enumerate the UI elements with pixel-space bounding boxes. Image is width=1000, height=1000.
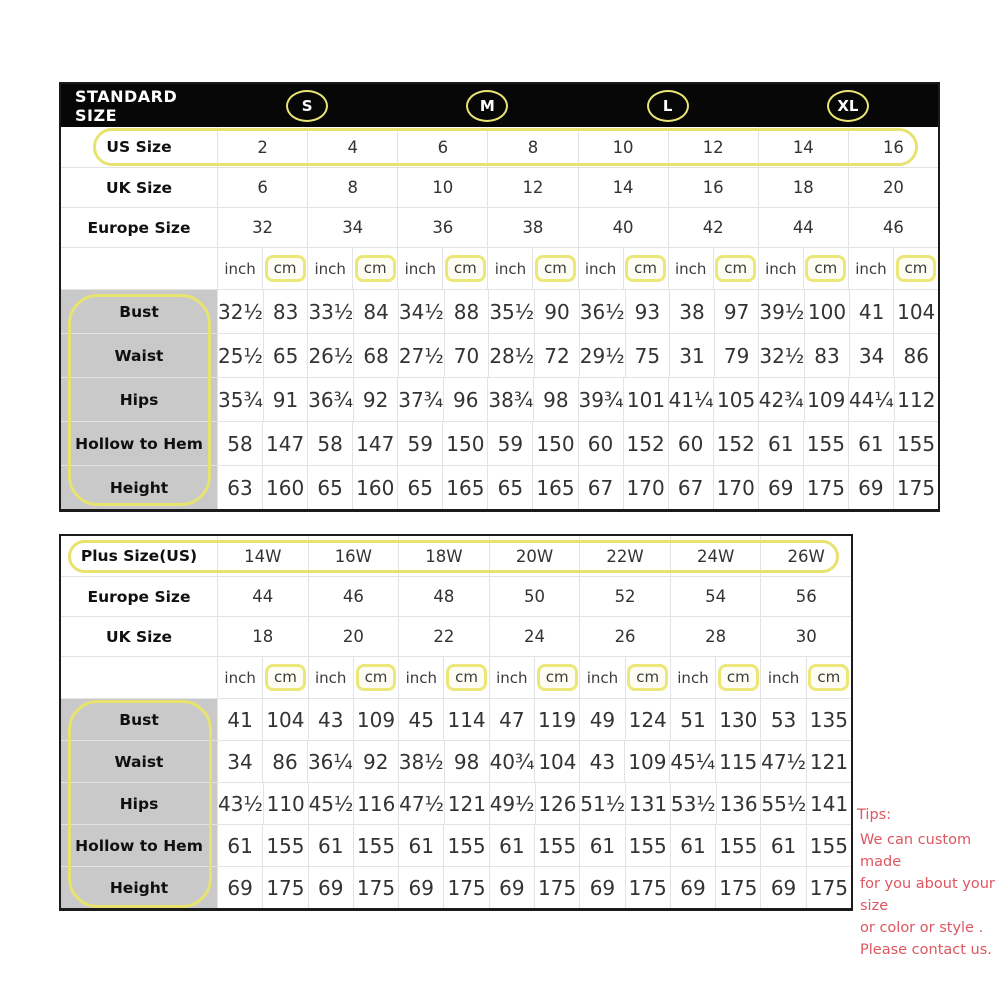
measure-value-cell: 175 (625, 867, 670, 908)
size-badge-s: S (286, 90, 328, 122)
size-value-cell: 16W (308, 536, 399, 576)
unit-cm-highlight: cm (715, 255, 756, 282)
measure-value-cell: 152 (623, 422, 668, 465)
unit-inch-label: inch (217, 657, 262, 698)
size-value-cell: 54 (670, 577, 761, 616)
unit-cm-highlight: cm (356, 664, 397, 691)
measure-value-cell: 25½ (217, 334, 263, 377)
measure-value-cell: 96 (443, 378, 487, 421)
measure-value-cell: 65 (397, 466, 442, 509)
measure-value-cell: 175 (534, 867, 579, 908)
measure-value-cell: 155 (353, 825, 398, 866)
measure-row (61, 740, 851, 782)
measure-value-cell: 175 (353, 867, 398, 908)
measure-value-cell: 60 (578, 422, 623, 465)
measure-value-cell: 47½ (760, 741, 806, 782)
unit-cm-highlight: cm (355, 255, 396, 282)
unit-cm-highlight: cm (718, 664, 759, 691)
measure-value-cell: 86 (262, 741, 307, 782)
measure-value-cell: 83 (804, 334, 849, 377)
unit-cm-highlight: cm (896, 255, 937, 282)
measure-row (61, 866, 851, 908)
row-label: Europe Size (87, 218, 191, 237)
measure-value-cell: 70 (444, 334, 489, 377)
measure-value-cell: 34 (849, 334, 894, 377)
measure-value-cell: 51 (670, 699, 715, 740)
unit-inch-label: inch (397, 248, 442, 289)
measure-value-cell: 53½ (670, 783, 716, 824)
measure-value-cell: 69 (398, 867, 443, 908)
size-value-cell: 26 (579, 617, 670, 656)
measure-value-cell: 175 (893, 466, 938, 509)
size-value-cell: 34 (307, 208, 397, 247)
row-label: UK Size (105, 627, 172, 646)
unit-cm-highlight: cm (537, 664, 578, 691)
measure-value-cell: 175 (803, 466, 848, 509)
measure-value-cell: 49½ (489, 783, 535, 824)
measure-value-cell: 36½ (579, 290, 625, 333)
measure-row (61, 782, 851, 824)
measure-value-cell: 170 (713, 466, 758, 509)
measure-value-cell: 60 (668, 422, 713, 465)
measure-value-cell: 36¼ (307, 741, 353, 782)
measure-value-cell: 26½ (307, 334, 353, 377)
size-value-cell: 36 (397, 208, 487, 247)
unit-cm-cell (623, 248, 668, 289)
measure-value-cell: 100 (804, 290, 849, 333)
measure-value-cell: 135 (806, 699, 851, 740)
measure-value-cell: 58 (307, 422, 352, 465)
size-value-cell: 40 (578, 208, 668, 247)
size-group-m (397, 90, 577, 122)
measure-value-cell: 47½ (398, 783, 444, 824)
measure-row (61, 698, 851, 740)
measure-value-cell: 84 (353, 290, 398, 333)
measure-value-cell: 147 (352, 422, 397, 465)
unit-cm-cell (442, 248, 487, 289)
measure-row (61, 333, 938, 377)
measure-value-cell: 124 (625, 699, 670, 740)
row-label: Height (61, 466, 217, 509)
unit-inch-label: inch (668, 248, 713, 289)
measure-value-cell: 170 (623, 466, 668, 509)
unit-row-label (61, 657, 217, 698)
row-label: Bust (61, 699, 217, 740)
unit-cm-cell (806, 657, 851, 698)
size-badge-m: M (466, 90, 508, 122)
unit-cm-highlight: cm (627, 664, 668, 691)
measure-value-cell: 38½ (398, 741, 444, 782)
size-row (61, 207, 938, 247)
measure-value-cell: 88 (444, 290, 489, 333)
measure-value-cell: 69 (217, 867, 262, 908)
measure-value-cell: 155 (803, 422, 848, 465)
measure-value-cell: 79 (714, 334, 759, 377)
measure-value-cell: 65 (487, 466, 532, 509)
unit-cm-cell (715, 657, 760, 698)
size-value-cell: 32 (217, 208, 307, 247)
measure-value-cell: 121 (444, 783, 489, 824)
row-label: Waist (61, 334, 217, 377)
measure-value-cell: 175 (443, 867, 488, 908)
measure-value-cell: 104 (893, 290, 938, 333)
measure-value-cell: 101 (623, 378, 667, 421)
measure-value-cell: 150 (532, 422, 577, 465)
row-label: Height (61, 867, 217, 908)
row-label: Hips (61, 783, 217, 824)
unit-cm-highlight: cm (625, 255, 666, 282)
size-value-cell: 56 (760, 577, 851, 616)
unit-cm-cell (262, 657, 307, 698)
standard-table-header (61, 84, 938, 127)
unit-cm-cell (713, 248, 758, 289)
unit-inch-label: inch (758, 248, 803, 289)
unit-inch-label: inch (760, 657, 805, 698)
plus-table-body (61, 536, 851, 908)
measure-value-cell: 61 (308, 825, 353, 866)
measure-value-cell: 147 (262, 422, 307, 465)
row-label: Hollow to Hem (61, 422, 217, 465)
measure-value-cell: 72 (534, 334, 579, 377)
unit-inch-label: inch (489, 657, 534, 698)
size-value-cell: 20 (848, 168, 938, 207)
row-label: Hollow to Hem (61, 825, 217, 866)
measure-value-cell: 69 (758, 466, 803, 509)
measure-value-cell: 67 (668, 466, 713, 509)
measure-value-cell: 69 (308, 867, 353, 908)
tips-line-1: We can custom made (860, 832, 972, 870)
size-value-cell: 50 (489, 577, 580, 616)
measure-value-cell: 121 (806, 741, 851, 782)
unit-cm-highlight: cm (445, 255, 486, 282)
unit-inch-label: inch (217, 248, 262, 289)
size-value-cell: 10 (578, 127, 668, 167)
row-label: Plus Size(US) (80, 547, 198, 565)
measure-value-cell: 109 (353, 699, 398, 740)
size-value-cell: 8 (487, 127, 577, 167)
unit-cm-cell (893, 248, 938, 289)
measure-value-cell: 61 (758, 422, 803, 465)
row-label: Bust (61, 290, 217, 333)
unit-inch-label: inch (398, 657, 443, 698)
measure-value-cell: 34 (217, 741, 262, 782)
measure-value-cell: 69 (848, 466, 893, 509)
size-group-s (217, 90, 397, 122)
measure-value-cell: 37¾ (397, 378, 443, 421)
measure-value-cell: 119 (534, 699, 579, 740)
measure-value-cell: 34½ (398, 290, 444, 333)
size-value-cell: 48 (398, 577, 489, 616)
unit-row (61, 656, 851, 698)
size-value-cell: 14 (578, 168, 668, 207)
size-value-cell: 18 (217, 617, 308, 656)
unit-row-label (61, 248, 217, 289)
size-value-cell: 16 (668, 168, 758, 207)
plus-size-table (59, 534, 853, 911)
size-value-cell: 26W (760, 536, 851, 576)
measure-value-cell: 42¾ (758, 378, 804, 421)
row-label: UK Size (105, 178, 172, 197)
measure-value-cell: 39½ (758, 290, 804, 333)
row-label: Europe Size (87, 587, 191, 606)
size-value-cell: 6 (217, 168, 307, 207)
size-value-cell: 6 (397, 127, 487, 167)
measure-value-cell: 55½ (760, 783, 806, 824)
row-label: Hips (61, 378, 217, 421)
size-row (61, 576, 851, 616)
row-label: US Size (106, 138, 172, 156)
unit-inch-label: inch (487, 248, 532, 289)
measure-value-cell: 61 (217, 825, 262, 866)
measure-value-cell: 160 (262, 466, 307, 509)
unit-cm-cell (532, 248, 577, 289)
unit-inch-label: inch (307, 248, 352, 289)
measure-value-cell: 155 (715, 825, 760, 866)
measure-value-cell: 75 (625, 334, 670, 377)
measure-value-cell: 152 (713, 422, 758, 465)
measure-value-cell: 155 (443, 825, 488, 866)
measure-value-cell: 86 (893, 334, 938, 377)
unit-cm-highlight: cm (265, 664, 306, 691)
measure-value-cell: 28½ (488, 334, 534, 377)
standard-table-title: STANDARD SIZE (75, 86, 178, 125)
size-value-cell: 18W (398, 536, 489, 576)
measure-value-cell: 47 (489, 699, 534, 740)
row-label: Waist (61, 741, 217, 782)
measure-value-cell: 105 (713, 378, 757, 421)
measure-value-cell: 92 (353, 378, 397, 421)
measure-row (61, 421, 938, 465)
measure-value-cell: 44¼ (848, 378, 894, 421)
unit-cm-cell (353, 657, 398, 698)
measure-value-cell: 98 (444, 741, 489, 782)
size-value-cell: 12 (668, 127, 758, 167)
measure-value-cell: 45 (398, 699, 443, 740)
unit-cm-highlight: cm (535, 255, 576, 282)
measure-value-cell: 109 (624, 741, 669, 782)
size-group-l (578, 90, 758, 122)
size-value-cell: 24 (489, 617, 580, 656)
measure-value-cell: 43 (579, 741, 624, 782)
standard-size-table (59, 82, 940, 512)
unit-inch-label: inch (670, 657, 715, 698)
measure-value-cell: 92 (353, 741, 398, 782)
measure-value-cell: 69 (579, 867, 624, 908)
unit-cm-highlight: cm (805, 255, 846, 282)
size-value-cell: 24W (670, 536, 761, 576)
measure-value-cell: 165 (442, 466, 487, 509)
unit-cm-cell (803, 248, 848, 289)
measure-value-cell: 32½ (217, 290, 263, 333)
measure-row (61, 824, 851, 866)
size-value-cell: 4 (307, 127, 397, 167)
measure-value-cell: 38¾ (487, 378, 533, 421)
measure-value-cell: 59 (487, 422, 532, 465)
measure-value-cell: 155 (534, 825, 579, 866)
measure-value-cell: 109 (804, 378, 848, 421)
size-value-cell: 28 (670, 617, 761, 656)
size-value-cell: 16 (848, 127, 938, 167)
tips-line-3: or color or style . (860, 920, 984, 936)
unit-cm-cell (443, 657, 488, 698)
measure-value-cell: 155 (893, 422, 938, 465)
measure-value-cell: 33½ (307, 290, 353, 333)
measure-value-cell: 41 (849, 290, 894, 333)
measure-value-cell: 35¾ (217, 378, 263, 421)
unit-cm-cell (352, 248, 397, 289)
size-row (61, 616, 851, 656)
measure-value-cell: 43½ (217, 783, 263, 824)
measure-value-cell: 51½ (579, 783, 625, 824)
measure-value-cell: 104 (262, 699, 307, 740)
measure-value-cell: 68 (353, 334, 398, 377)
tips-line-2: for you about your size (860, 876, 995, 914)
measure-value-cell: 112 (894, 378, 938, 421)
measure-value-cell: 83 (263, 290, 308, 333)
measure-value-cell: 43 (308, 699, 353, 740)
measure-value-cell: 136 (716, 783, 761, 824)
measure-value-cell: 141 (806, 783, 851, 824)
unit-cm-cell (262, 248, 307, 289)
measure-value-cell: 165 (532, 466, 577, 509)
size-value-cell: 10 (397, 168, 487, 207)
measure-value-cell: 126 (535, 783, 580, 824)
size-value-cell: 42 (668, 208, 758, 247)
measure-value-cell: 61 (848, 422, 893, 465)
measure-value-cell: 27½ (398, 334, 444, 377)
unit-inch-label: inch (579, 657, 624, 698)
unit-cm-highlight: cm (265, 255, 306, 282)
measure-value-cell: 91 (263, 378, 307, 421)
measure-value-cell: 155 (625, 825, 670, 866)
measure-value-cell: 115 (715, 741, 760, 782)
size-value-cell: 18 (758, 168, 848, 207)
measure-value-cell: 39¾ (578, 378, 624, 421)
size-row (61, 536, 851, 576)
measure-value-cell: 41¼ (668, 378, 714, 421)
measure-value-cell: 36¾ (307, 378, 353, 421)
standard-table-body (61, 127, 938, 509)
size-value-cell: 12 (487, 168, 577, 207)
tips-line-4: Please contact us. (860, 942, 992, 958)
unit-cm-cell (625, 657, 670, 698)
measure-value-cell: 41 (217, 699, 262, 740)
size-value-cell: 22W (579, 536, 670, 576)
size-value-cell: 44 (758, 208, 848, 247)
size-value-cell: 22 (398, 617, 489, 656)
measure-value-cell: 104 (534, 741, 579, 782)
measure-value-cell: 61 (398, 825, 443, 866)
measure-value-cell: 110 (263, 783, 308, 824)
measure-value-cell: 69 (670, 867, 715, 908)
measure-value-cell: 97 (714, 290, 759, 333)
size-badge-xl: XL (827, 90, 869, 122)
measure-value-cell: 65 (263, 334, 308, 377)
unit-cm-highlight: cm (446, 664, 487, 691)
unit-inch-label: inch (848, 248, 893, 289)
measure-value-cell: 58 (217, 422, 262, 465)
unit-row (61, 247, 938, 289)
size-value-cell: 46 (848, 208, 938, 247)
measure-row (61, 377, 938, 421)
size-group-xl (758, 90, 938, 122)
measure-value-cell: 31 (669, 334, 714, 377)
measure-value-cell: 175 (806, 867, 851, 908)
tips-note (857, 804, 1000, 961)
measure-value-cell: 93 (625, 290, 670, 333)
measure-value-cell: 32½ (758, 334, 804, 377)
measure-value-cell: 175 (262, 867, 307, 908)
measure-value-cell: 35½ (488, 290, 534, 333)
measure-value-cell: 155 (262, 825, 307, 866)
size-value-cell: 20 (308, 617, 399, 656)
measure-value-cell: 61 (670, 825, 715, 866)
measure-value-cell: 59 (397, 422, 442, 465)
size-value-cell: 52 (579, 577, 670, 616)
unit-cm-cell (534, 657, 579, 698)
size-value-cell: 30 (760, 617, 851, 656)
measure-value-cell: 61 (579, 825, 624, 866)
measure-value-cell: 53 (760, 699, 805, 740)
measure-value-cell: 67 (578, 466, 623, 509)
size-row (61, 127, 938, 167)
size-badge-l: L (647, 90, 689, 122)
tips-title: Tips: (857, 807, 892, 823)
unit-inch-label: inch (308, 657, 353, 698)
size-row (61, 167, 938, 207)
size-value-cell: 38 (487, 208, 577, 247)
measure-value-cell: 98 (533, 378, 577, 421)
size-value-cell: 44 (217, 577, 308, 616)
measure-value-cell: 155 (806, 825, 851, 866)
measure-row (61, 289, 938, 333)
measure-value-cell: 160 (352, 466, 397, 509)
unit-inch-label: inch (578, 248, 623, 289)
measure-value-cell: 175 (715, 867, 760, 908)
measure-value-cell: 130 (715, 699, 760, 740)
measure-value-cell: 61 (760, 825, 805, 866)
size-value-cell: 14W (217, 536, 308, 576)
measure-value-cell: 116 (353, 783, 398, 824)
measure-value-cell: 29½ (579, 334, 625, 377)
measure-value-cell: 150 (442, 422, 487, 465)
measure-value-cell: 69 (489, 867, 534, 908)
measure-value-cell: 63 (217, 466, 262, 509)
measure-value-cell: 49 (579, 699, 624, 740)
measure-value-cell: 90 (534, 290, 579, 333)
size-value-cell: 20W (489, 536, 580, 576)
measure-value-cell: 131 (625, 783, 670, 824)
measure-row (61, 465, 938, 509)
measure-value-cell: 45¼ (669, 741, 715, 782)
measure-value-cell: 45½ (308, 783, 354, 824)
measure-value-cell: 38 (669, 290, 714, 333)
measure-value-cell: 65 (307, 466, 352, 509)
measure-value-cell: 40¾ (489, 741, 535, 782)
unit-cm-highlight: cm (808, 664, 849, 691)
size-value-cell: 46 (308, 577, 399, 616)
measure-value-cell: 69 (760, 867, 805, 908)
measure-value-cell: 114 (443, 699, 488, 740)
size-value-cell: 8 (307, 168, 397, 207)
measure-value-cell: 61 (489, 825, 534, 866)
size-value-cell: 2 (217, 127, 307, 167)
size-value-cell: 14 (758, 127, 848, 167)
